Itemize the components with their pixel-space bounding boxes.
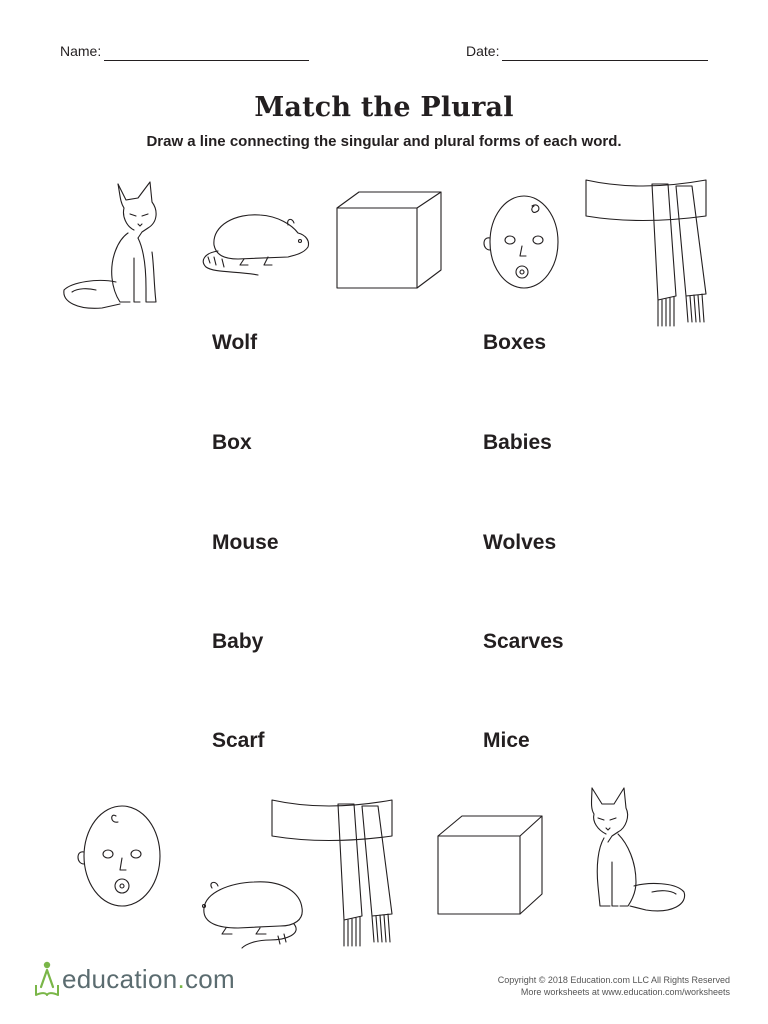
more-worksheets-text: More worksheets at www.education.com/worksheets: [520, 987, 730, 997]
name-line[interactable]: [104, 60, 309, 61]
plural-word-mice[interactable]: Mice: [483, 729, 530, 752]
worksheet-title: Match the Plural: [254, 92, 514, 123]
scarf-illustration-bottom: [268, 796, 398, 951]
plural-word-scarves[interactable]: Scarves: [483, 630, 564, 653]
singular-word-wolf[interactable]: Wolf: [212, 331, 258, 354]
date-label: Date:: [466, 43, 500, 59]
singular-word-box[interactable]: Box: [212, 431, 252, 454]
education-logo[interactable]: [34, 961, 235, 997]
singular-word-baby[interactable]: Baby: [212, 630, 264, 653]
plural-word-wolves[interactable]: Wolves: [483, 531, 557, 554]
box-illustration-bottom: [434, 812, 546, 916]
singular-word-scarf[interactable]: Scarf: [212, 729, 265, 752]
copyright-text: Copyright © 2018 Education.com LLC All Rights Reserved: [497, 975, 730, 985]
copyright-block: [430, 974, 730, 998]
plural-word-babies[interactable]: Babies: [483, 431, 552, 454]
logo-wordmark: education.com: [62, 963, 236, 994]
box-illustration-top: [333, 190, 445, 290]
singular-word-mouse[interactable]: Mouse: [212, 531, 279, 554]
plural-word-boxes[interactable]: Boxes: [483, 331, 547, 354]
baby-face-illustration-bottom: [76, 800, 166, 910]
wolf-illustration-top: [58, 178, 168, 313]
date-line[interactable]: [502, 60, 708, 61]
wolf-illustration-bottom: [584, 782, 694, 917]
mouse-illustration-top: [198, 205, 313, 280]
scarf-illustration-top: [582, 176, 712, 331]
baby-face-illustration-top: [482, 192, 564, 294]
name-label: Name:: [60, 43, 102, 59]
book-lamp-icon: [34, 961, 60, 997]
instructions-text: Draw a line connecting the singular and plural forms of each word.: [146, 133, 622, 150]
